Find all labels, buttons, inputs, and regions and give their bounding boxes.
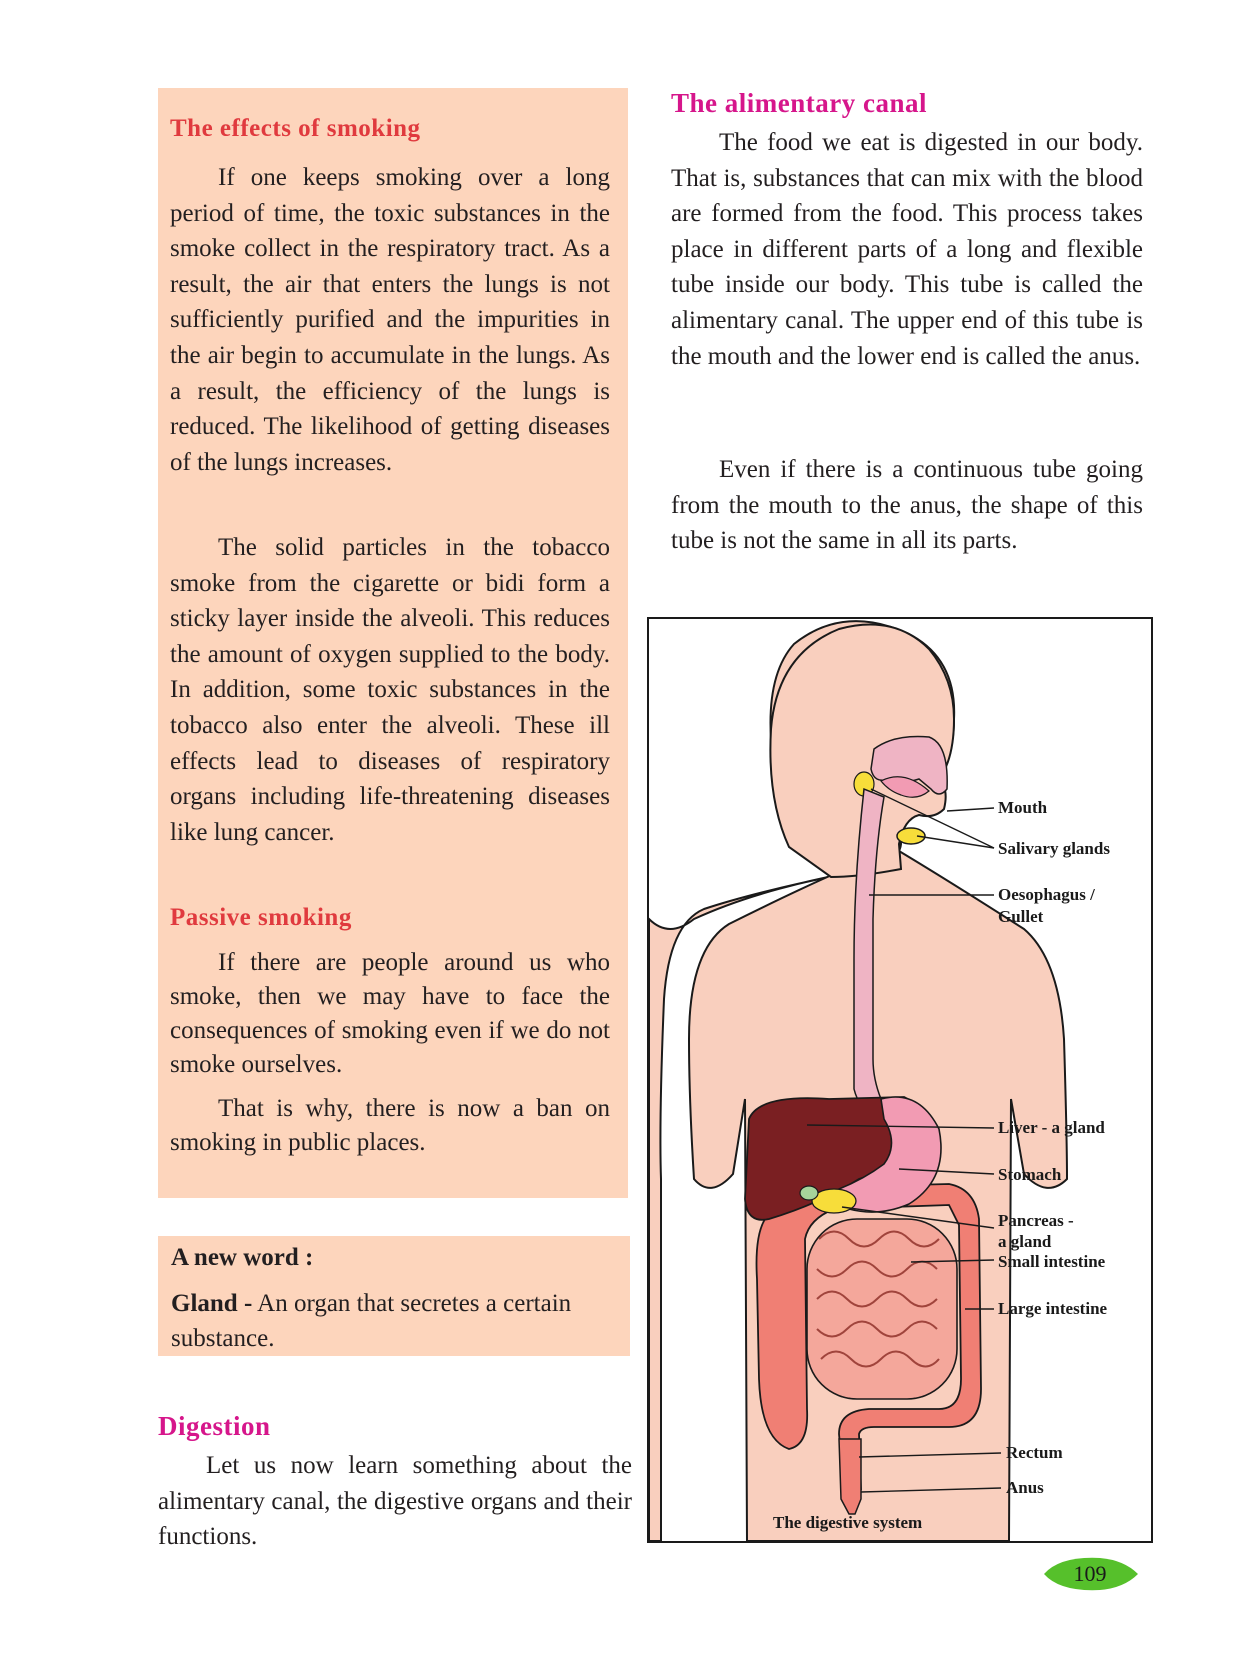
smoking-heading: The effects of smoking [170, 115, 421, 142]
label-large-intestine: Large intestine [998, 1299, 1108, 1318]
pancreas [812, 1189, 856, 1213]
digestion-paragraph: Let us now learn something about the alimentary canal, the digestive organs and their functions. [158, 1452, 632, 1551]
new-word-term: Gland - [171, 1290, 253, 1317]
label-liver: Liver - a gland [998, 1118, 1105, 1137]
digestive-system-figure [647, 617, 1153, 1543]
passive-smoking-paragraph-2: That is why, there is now a ban on smoking in public places. [170, 1095, 610, 1156]
alimentary-paragraph-2: Even if there is a continuous tube going from the mouth to the anus, the shape of this tube is not the same in all its parts. [671, 456, 1143, 555]
label-pancreas: Pancreas - [998, 1211, 1074, 1230]
label-oesophagus: Oesophagus / [998, 885, 1095, 904]
label-rectum: Rectum [1006, 1443, 1063, 1462]
label-stomach: Stomach [998, 1165, 1062, 1184]
label-anus: Anus [1006, 1478, 1044, 1497]
digestive-system-diagram [649, 619, 1151, 1541]
label-gullet: Gullet [998, 907, 1044, 926]
label-mouth: Mouth [998, 798, 1048, 817]
rectum [839, 1439, 861, 1514]
new-word-definition-text: An organ that secretes a certain substance. [171, 1290, 572, 1352]
small-intestine [807, 1219, 957, 1399]
new-word-definition [171, 1286, 616, 1356]
page-number: 109 [1073, 1561, 1107, 1586]
label-salivary-glands: Salivary glands [998, 839, 1110, 858]
alimentary-canal-heading: The alimentary canal [671, 88, 927, 118]
alimentary-paragraph-1: The food we eat is digested in our body. That is, substances that can mix with the blood are formed from the food. This process takes place in different parts of a long and flexible tube inside our body. This tube is called the alimentary canal. The upper end of this tube is the mouth and the lower end is called the anus. [671, 129, 1143, 370]
digestion-heading: Digestion [158, 1411, 271, 1441]
passive-smoking-paragraph-1: If there are people around us who smoke, then we may have to face the consequences of smoking even if we do not smoke ourselves. [170, 949, 610, 1078]
smoking-paragraph-2: The solid particles in the tobacco smoke from the cigarette or bidi form a sticky layer inside the alveoli. This reduces the amount of oxygen supplied to the body. In addition, some toxic substances in the tobacco also enter the alveoli. These ill effects lead to diseases of respiratory organs including life-threatening diseases like lung cancer. [170, 534, 610, 846]
figure-caption: The digestive system [773, 1513, 923, 1532]
new-word-heading: A new word : [171, 1244, 314, 1271]
passive-smoking-heading: Passive smoking [170, 904, 352, 931]
label-pancreas-gland: a gland [998, 1232, 1052, 1251]
label-small-intestine: Small intestine [998, 1252, 1106, 1271]
smoking-paragraph-1: If one keeps smoking over a long period of time, the toxic substances in the smoke collect in the respiratory tract. As a result, the air that enters the lungs is not sufficiently purified and the impurities in the air begin to accumulate in the lungs. As a result, the efficiency of the lungs is reduced. The likelihood of getting diseases of the lungs increases. [170, 164, 610, 476]
gall-bladder [800, 1186, 818, 1200]
